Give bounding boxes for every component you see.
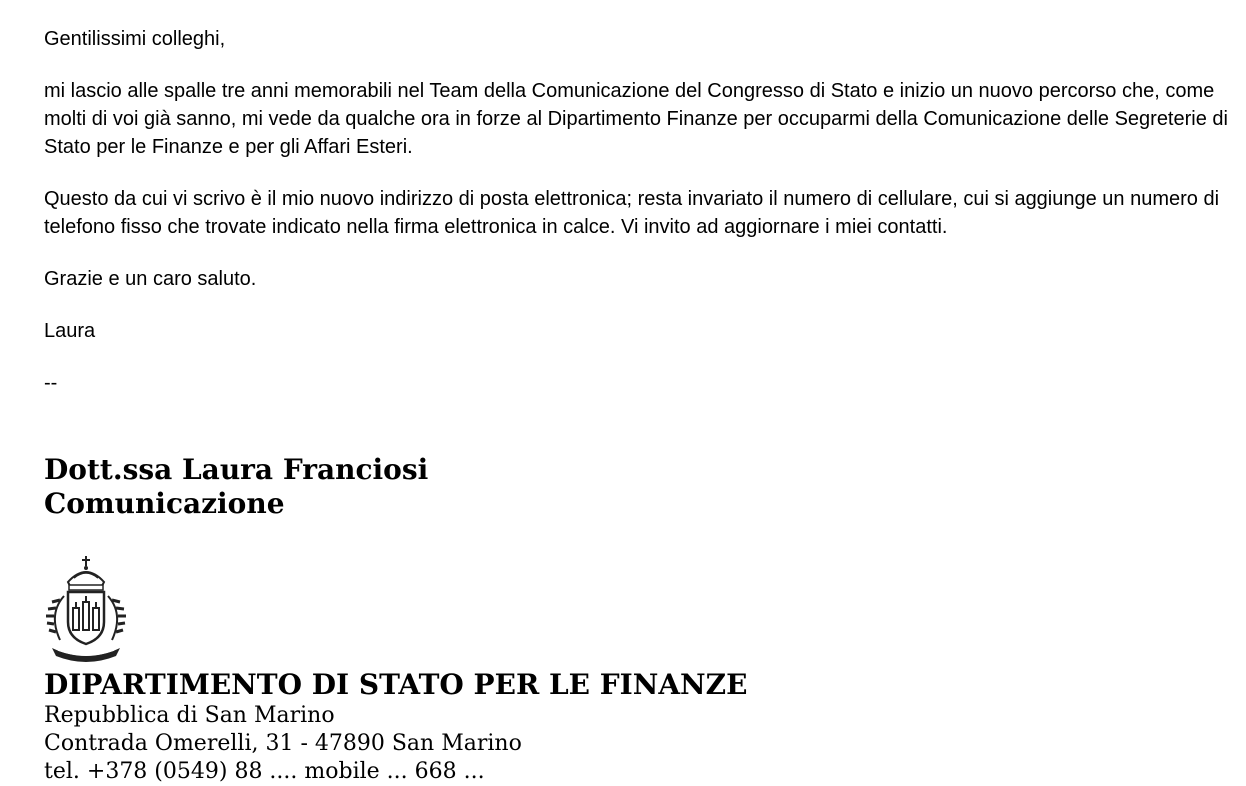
- signature-role: Comunicazione: [44, 487, 285, 520]
- department-country: Repubblica di San Marino: [44, 703, 335, 728]
- paragraph-new-contacts: Questo da cui vi scrivo è il mio nuovo indirizzo di posta elettronica; resta invariato il numero di cellulare, cui si aggiunge un numero di telefono fisso che trovate indicato nella firma elettronica in calce. Vi invito ad aggiornare i miei contatti.: [44, 188, 1220, 238]
- department-block: [44, 668, 1224, 786]
- department-address: Contrada Omerelli, 31 - 47890 San Marino: [44, 731, 522, 756]
- signature-separator: --: [44, 372, 58, 394]
- department-phone: tel. +378 (0549) 88 .... mobile ... 668 ...: [44, 759, 485, 784]
- san-marino-coat-of-arms-icon: [44, 556, 128, 662]
- sign-off: Laura: [44, 320, 96, 342]
- paragraph-new-role: mi lascio alle spalle tre anni memorabili nel Team della Comunicazione del Congresso di Stato e inizio un nuovo percorso che, come molti di voi già sanno, mi vede da qualche ora in forze al Dipartimento Finanze per occuparmi della Comunicazione delle Segreterie di Stato per le Finanze e per gli Affari Esteri.: [44, 80, 1228, 158]
- department-title: DIPARTIMENTO DI STATO PER LE FINANZE: [44, 668, 748, 701]
- signature-name-block: [44, 453, 428, 521]
- closing-line: Grazie e un caro saluto.: [44, 268, 257, 290]
- signature-name: Dott.ssa Laura Franciosi: [44, 453, 429, 486]
- email-body: [44, 25, 1244, 421]
- greeting: Gentilissimi colleghi,: [44, 28, 226, 50]
